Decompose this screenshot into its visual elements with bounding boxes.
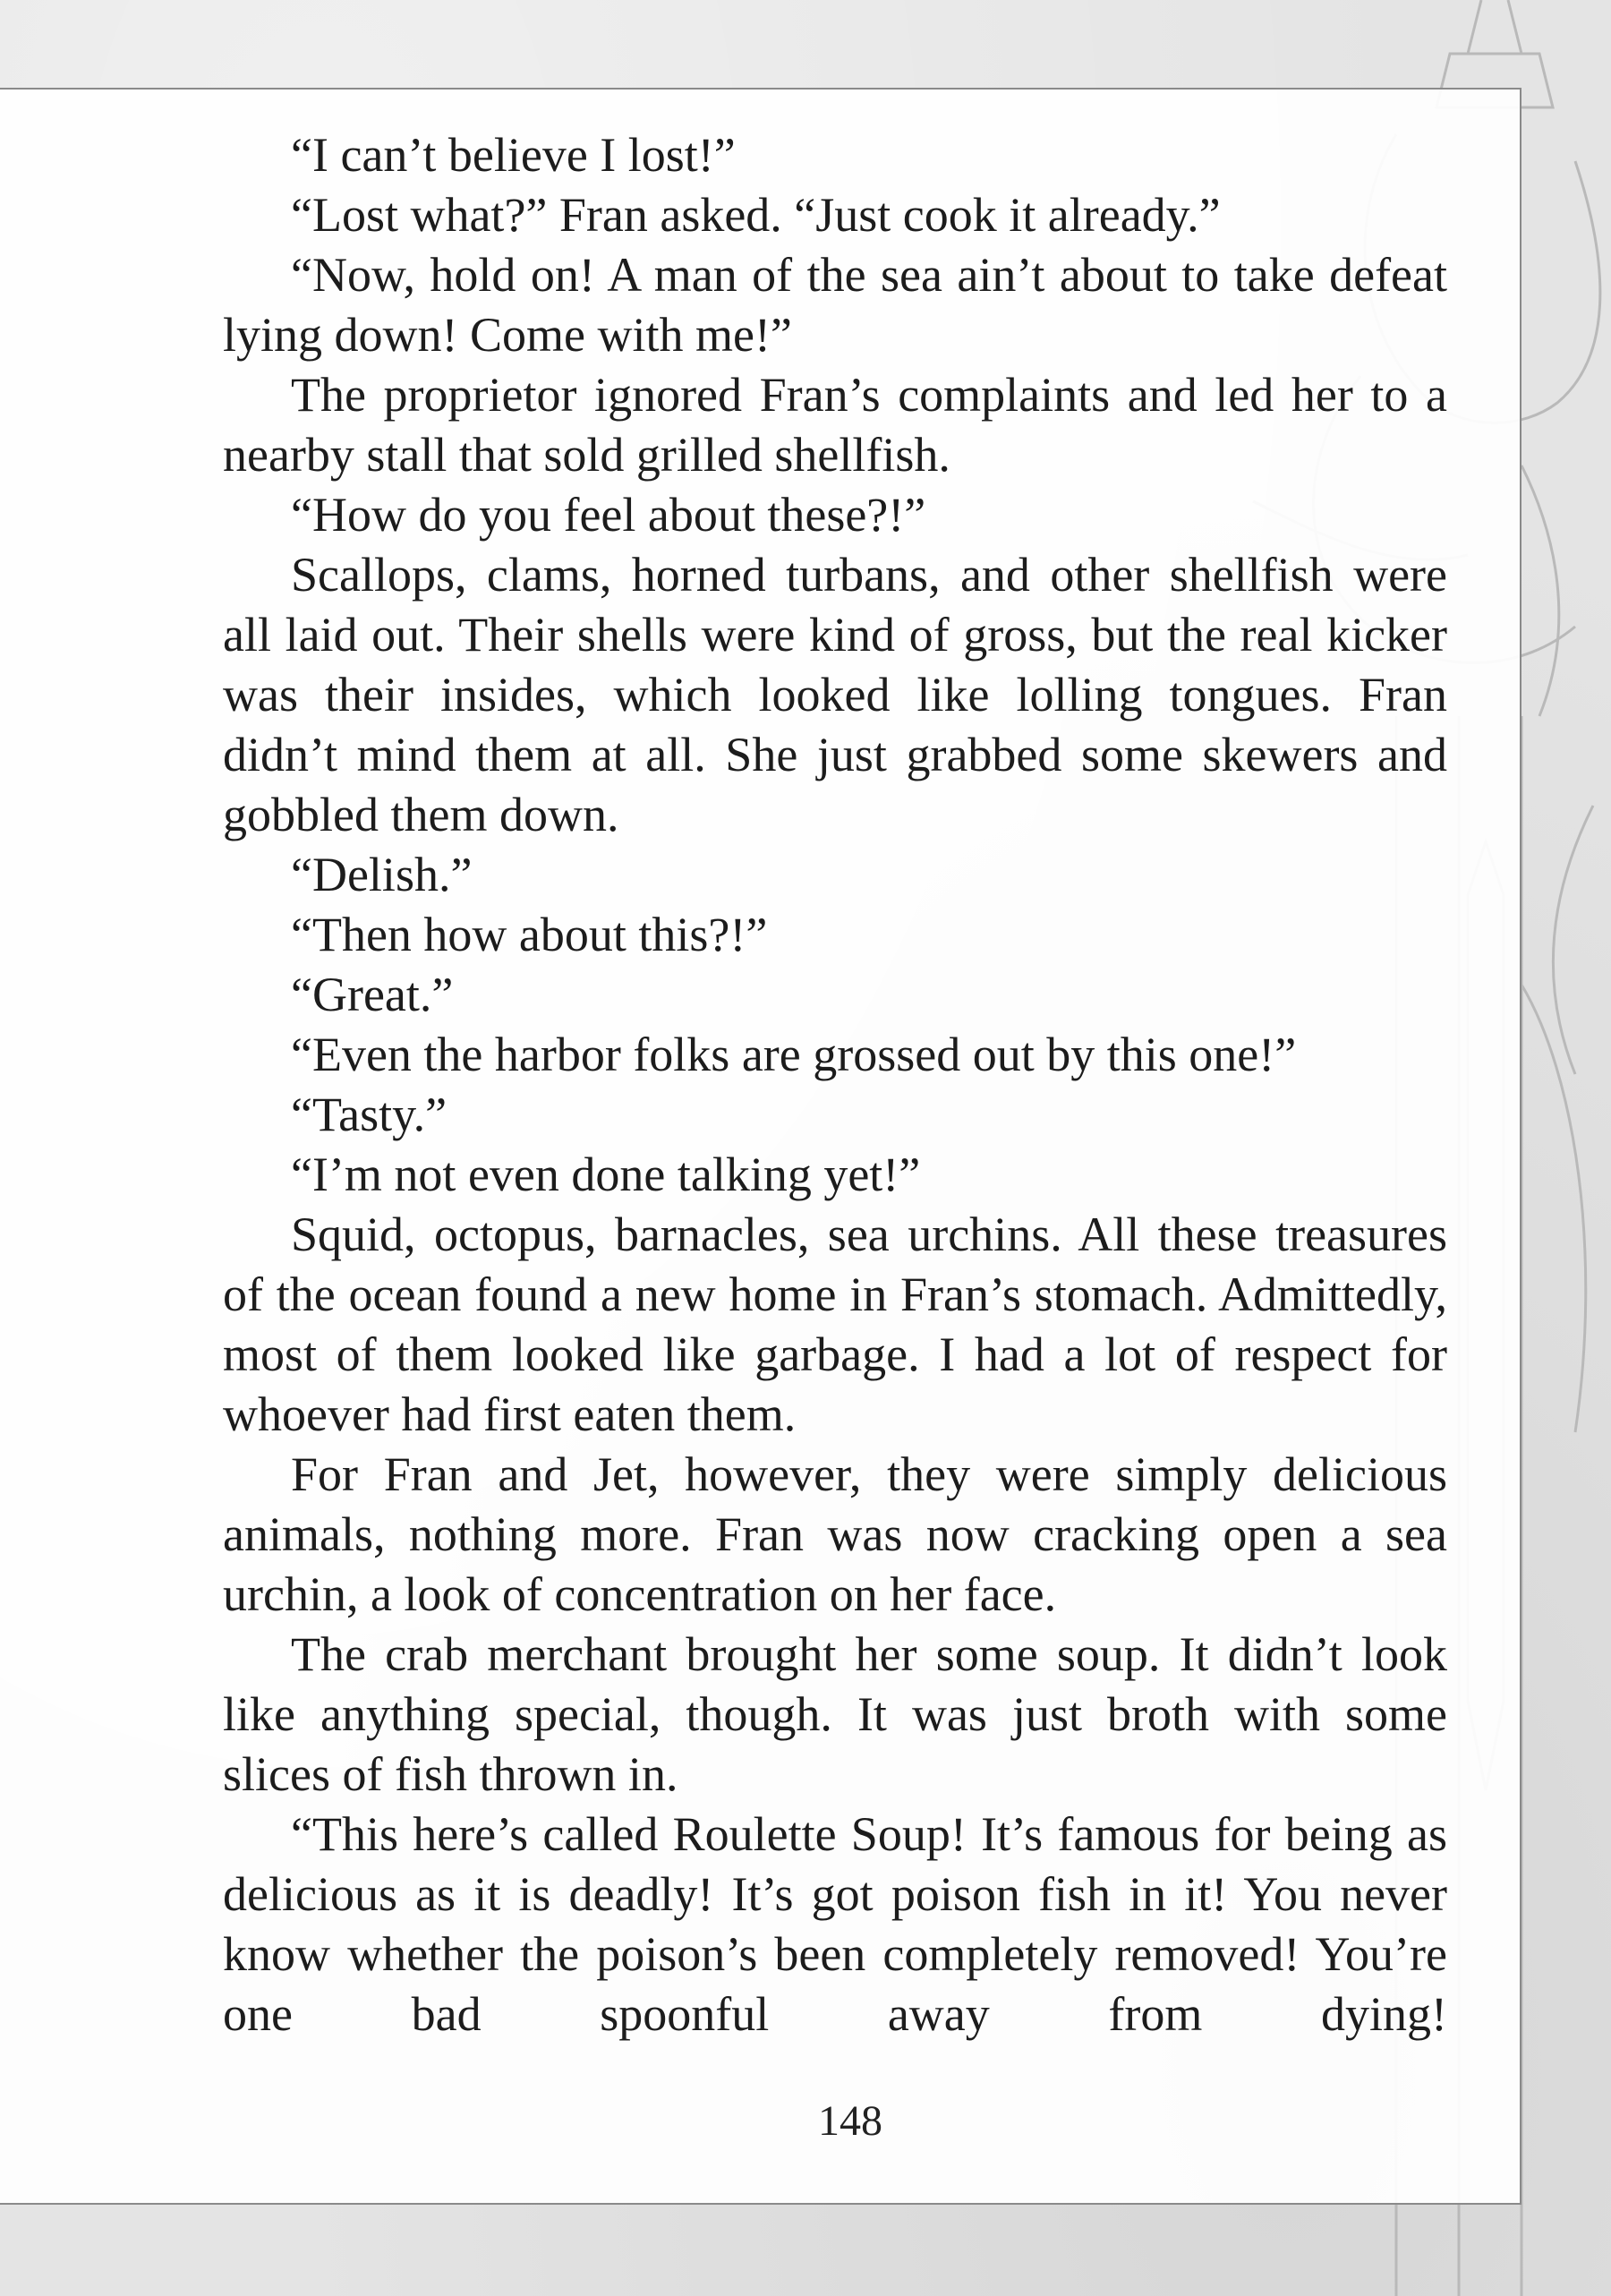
- paragraph-9: “Great.”: [291, 968, 454, 1021]
- paragraph-6: Scallops, clams, horned turbans, and other shellfish were all laid out. Their shells were kind of gross, but the real kicker was their insides, which looked like lolling tongues. Fran didn’t mind them at all. She just grabbed some skewers and gobbled them down.: [223, 548, 1447, 841]
- page-number: 148: [818, 2097, 882, 2145]
- paragraph-10: “Even the harbor folks are grossed out by this one!”: [291, 1028, 1297, 1081]
- paragraph-12: “I’m not even done talking yet!”: [291, 1148, 921, 1201]
- paragraph-4: The proprietor ignored Fran’s complaints and led her to a nearby stall that sold grilled shellfish.: [223, 368, 1447, 482]
- paragraph-3: “Now, hold on! A man of the sea ain’t about to take defeat lying down! Come with me!”: [223, 248, 1447, 362]
- paragraph-5: “How do you feel about these?!”: [291, 488, 926, 542]
- paragraph-2: “Lost what?” Fran asked. “Just cook it already.”: [291, 188, 1221, 242]
- paragraph-16: “This here’s called Roulette Soup! It’s famous for being as delicious as it is deadly! It’s got poison fish in it! You never know whether the poison’s been completely removed! You’re one bad spoonful away from dying!: [223, 1807, 1447, 2041]
- paragraph-7: “Delish.”: [291, 848, 473, 901]
- paragraph-14: For Fran and Jet, however, they were simply delicious animals, nothing more. Fran was now cracking open a sea urchin, a look of concentration on her face.: [223, 1447, 1447, 1621]
- paragraph-1: “I can’t believe I lost!”: [291, 128, 736, 182]
- paragraph-11: “Tasty.”: [291, 1088, 448, 1141]
- paragraph-8: “Then how about this?!”: [291, 908, 768, 961]
- paragraph-13: Squid, octopus, barnacles, sea urchins. All these treasures of the ocean found a new home in Fran’s stomach. Admittedly, most of them looked like garbage. I had a lot of respect for whoever had first eaten them.: [223, 1208, 1447, 1441]
- body-text: [223, 125, 1447, 2044]
- paragraph-15: The crab merchant brought her some soup. It didn’t look like anything special, though. It was just broth with some slices of fish thrown in.: [223, 1627, 1447, 1801]
